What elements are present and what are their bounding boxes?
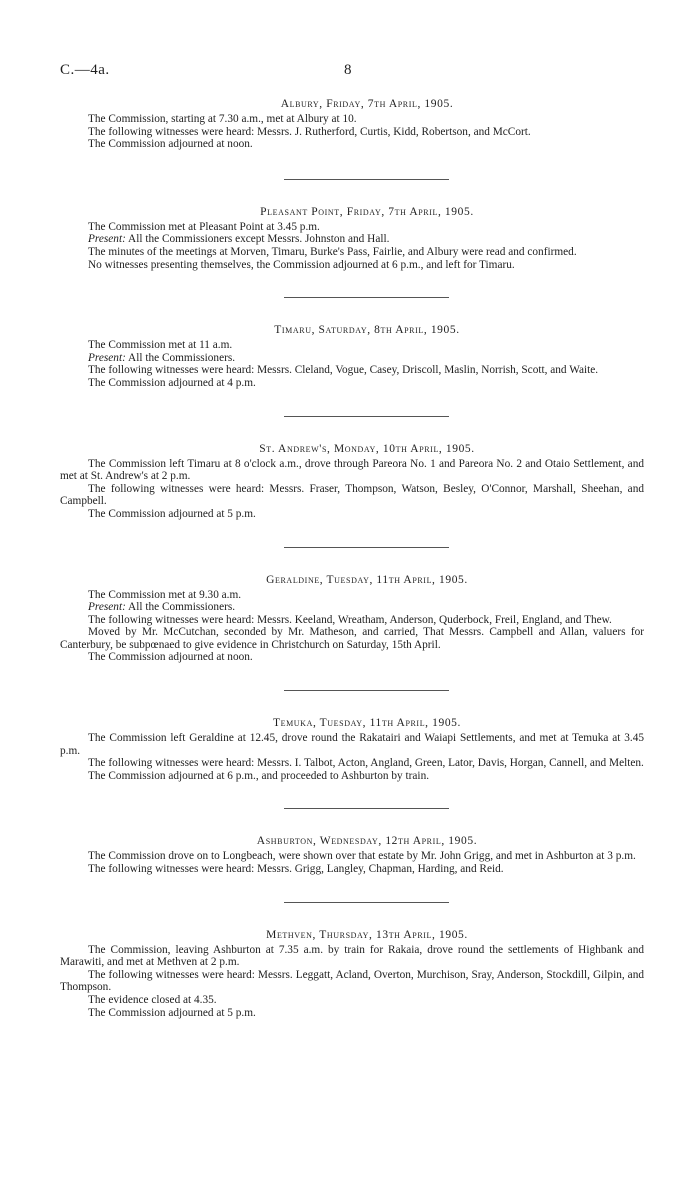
entry-paragraph: The Commission drove on to Longbeach, were shown over that estate by Mr. John Grigg, and met in Ashburton at 3 p.m. — [88, 850, 636, 863]
entry-heading: Methven, Thursday, 13th April, 1905. — [266, 928, 468, 941]
present-label: Present: — [88, 601, 126, 614]
entry-heading: Timaru, Saturday, 8th April, 1905. — [274, 324, 460, 337]
page-number: 8 — [344, 62, 352, 78]
minutes-entries — [60, 98, 644, 1019]
section-divider — [284, 416, 449, 417]
present-line — [60, 233, 644, 246]
entry-paragraph: The evidence closed at 4.35. — [88, 994, 217, 1006]
section-divider — [284, 297, 449, 298]
section-divider — [284, 808, 449, 809]
entry-heading: Albury, Friday, 7th April, 1905. — [280, 98, 454, 110]
entry-paragraph: The following witnesses were heard: Messrs. J. Rutherford, Curtis, Kidd, Robertson, and McCort. — [88, 125, 531, 138]
document-reference: C.—4a. — [60, 62, 110, 78]
entry-paragraph: The Commission adjourned at noon. — [88, 651, 253, 664]
entry-heading: Pleasant Point, Friday, 7th April, 1905. — [260, 205, 474, 218]
present-label: Present: — [88, 233, 126, 246]
present-text: All the Commissioners. — [125, 601, 236, 614]
entry-heading: St. Andrew's, Monday, 10th April, 1905. — [259, 442, 475, 455]
entry-paragraph: The Commission adjourned at 5 p.m. — [88, 1006, 256, 1019]
entry-paragraph: The Commission adjourned at noon. — [88, 138, 253, 151]
present-text: All the Commissioners. — [125, 351, 236, 364]
entry-paragraph: The Commission, leaving Ashburton at 7.35 a.m. by train for Rakaia, drove round the settlements of Highbank and Marawiti, and met at Methven at 2 p.m. — [60, 943, 644, 969]
entry-ashburton — [60, 835, 644, 902]
present-line — [60, 352, 644, 365]
entry-paragraph: The Commission adjourned at 6 p.m., and proceeded to Ashburton by train. — [88, 769, 430, 782]
entry-paragraph: The Commission met at 11 a.m. — [88, 339, 233, 352]
entry-paragraph: The Commission adjourned at 4 p.m. — [88, 376, 256, 389]
entry-paragraph: No witnesses presenting themselves, the Commission adjourned at 6 p.m., and left for Timaru. — [88, 258, 515, 271]
entry-temuka — [60, 717, 644, 809]
section-divider — [284, 179, 449, 180]
entry-paragraph: The Commission, starting at 7.30 a.m., met at Albury at 10. — [88, 113, 357, 125]
section-divider — [284, 902, 449, 903]
entry-methven — [60, 929, 644, 1020]
entry-timaru — [60, 324, 644, 416]
entry-paragraph: The following witnesses were heard: Messrs. Cleland, Vogue, Casey, Driscoll, Maslin, Norrish, Scott, and Waite. — [88, 364, 599, 377]
present-line — [60, 601, 644, 614]
present-label: Present: — [88, 351, 126, 364]
entry-paragraph: The following witnesses were heard: Messrs. Keeland, Wreatham, Anderson, Quderbock, Freil, England, and Thew. — [88, 613, 612, 626]
entry-paragraph: The Commission met at 9.30 a.m. — [88, 588, 242, 601]
entry-paragraph: The minutes of the meetings at Morven, Timaru, Burke's Pass, Fairlie, and Albury were read and confirmed. — [88, 245, 577, 258]
entry-paragraph: The Commission met at Pleasant Point at 3.45 p.m. — [88, 220, 320, 233]
present-text: All the Commissioners except Messrs. Johnston and Hall. — [125, 233, 390, 246]
section-divider — [284, 547, 449, 548]
entry-paragraph: The following witnesses were heard: Messrs. Fraser, Thompson, Watson, Besley, O'Connor, Marshall, Sheehan, and Campbell. — [60, 482, 644, 508]
entry-paragraph: The Commission left Geraldine at 12.45, drove round the Rakatairi and Waiapi Settlements, and met at Temuka at 3.45 p.m. — [60, 732, 644, 757]
entry-paragraph: The following witnesses were heard: Messrs. I. Talbot, Acton, Angland, Green, Lator, Davis, Horgan, Cannell, and Melten. — [88, 757, 644, 770]
entry-pleasant-point — [60, 206, 644, 298]
entry-paragraph: The following witnesses were heard: Messrs. Leggatt, Acland, Overton, Murchison, Sray, Anderson, Stockdill, Gilpin, and Thompson. — [60, 968, 644, 994]
entry-heading: Temuka, Tuesday, 11th April, 1905. — [272, 717, 462, 730]
entry-paragraph: The Commission adjourned at 5 p.m. — [88, 507, 256, 520]
entry-paragraph: Moved by Mr. McCutchan, seconded by Mr. Matheson, and carried, That Messrs. Campbell and Allan, valuers for Canterbury, be subpœnaed to give evidence in Christchurch on Saturday, 15th April. — [60, 626, 644, 651]
entry-paragraph: The following witnesses were heard: Messrs. Grigg, Langley, Chapman, Harding, and Reid. — [88, 863, 504, 876]
entry-heading: Ashburton, Wednesday, 12th April, 1905. — [256, 835, 478, 848]
section-divider — [284, 690, 449, 691]
entry-heading: Geraldine, Tuesday, 11th April, 1905. — [266, 573, 468, 586]
entry-st-andrews — [60, 443, 644, 548]
entry-albury — [60, 98, 644, 180]
entry-paragraph: The Commission left Timaru at 8 o'clock a.m., drove through Pareora No. 1 and Pareora No. 2 and Otaio Settlement, and met at St. Andrew's at 2 p.m. — [60, 457, 644, 483]
entry-geraldine — [60, 574, 644, 692]
